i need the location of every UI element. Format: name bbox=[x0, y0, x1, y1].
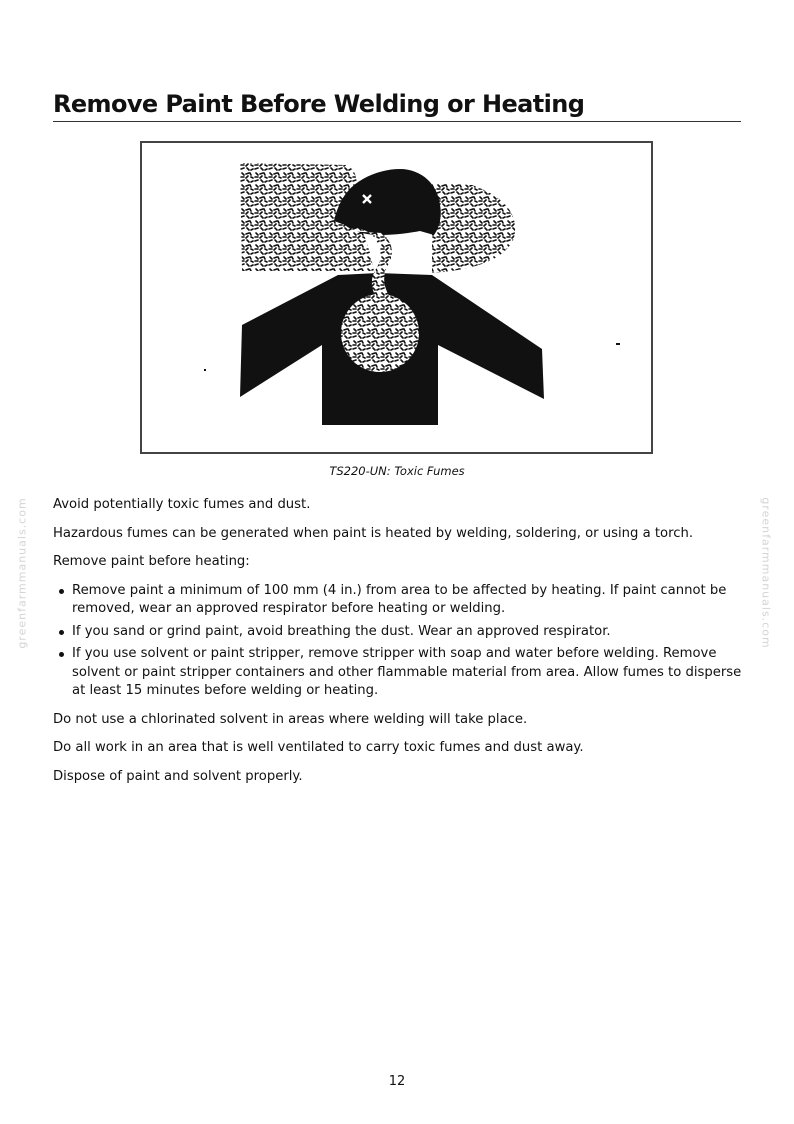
intro-paragraph: Avoid potentially toxic fumes and dust. bbox=[53, 497, 311, 512]
body-text bbox=[53, 496, 743, 796]
page-title: Remove Paint Before Welding or Heating bbox=[53, 88, 741, 122]
watermark-left: greenfarmmanuals.com bbox=[15, 497, 29, 649]
lead-paragraph: Remove paint before heating: bbox=[53, 554, 250, 569]
bullet-list bbox=[53, 582, 743, 701]
dispose-paragraph: Dispose of paint and solvent properly. bbox=[53, 768, 303, 784]
list-item: If you use solvent or paint stripper, remove stripper with soap and water before welding. Remove solvent or paint stripper containers and other flammable material from area. Allow fumes to disperse at least 15 minutes before welding or heating. bbox=[53, 645, 743, 701]
toxic-fumes-person-icon bbox=[142, 143, 651, 452]
list-item: If you sand or grind paint, avoid breathing the dust. Wear an approved respirator. bbox=[53, 623, 743, 642]
toxic-fumes-figure bbox=[140, 141, 653, 454]
chlorinated-paragraph: Do not use a chlorinated solvent in areas where welding will take place. bbox=[53, 711, 528, 727]
ventilation-paragraph: Do all work in an area that is well ventilated to carry toxic fumes and dust away. bbox=[53, 740, 584, 755]
page-number: 12 bbox=[388, 1074, 406, 1089]
figure-caption: TS220-UN: Toxic Fumes bbox=[329, 464, 465, 478]
list-item: Remove paint a minimum of 100 mm (4 in.) from area to be affected by heating. If paint cannot be removed, wear an approved respirator before heating or welding. bbox=[53, 582, 743, 619]
hazard-paragraph: Hazardous fumes can be generated when paint is heated by welding, soldering, or using a torch. bbox=[53, 525, 694, 541]
watermark-right: greenfarmmanuals.com bbox=[759, 497, 773, 649]
